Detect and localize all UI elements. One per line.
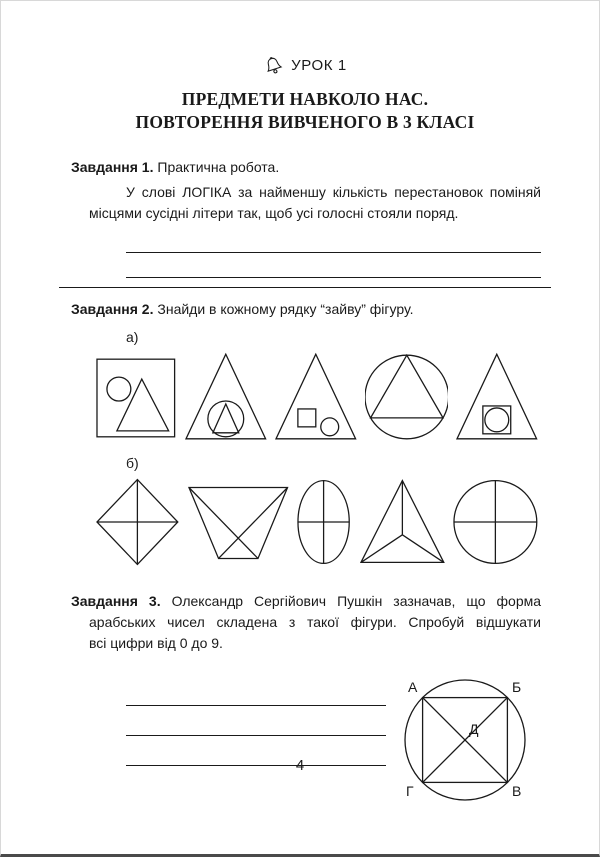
lesson-label: УРОК 1 — [291, 57, 347, 74]
figures-row-b — [95, 477, 539, 567]
figure-triangle-with-center-lines — [359, 477, 446, 567]
bell-icon — [263, 55, 284, 76]
task-2-text: Знайди в кожному рядку “зайву” фігуру. — [157, 301, 414, 317]
task-2-label: Завдання 2. — [71, 301, 154, 317]
figure-triangle-with-square-circle — [455, 351, 539, 443]
vertex-label-g: Г — [406, 783, 414, 799]
task-1-text — [89, 182, 541, 224]
row-a-label: а) — [126, 329, 139, 345]
figure-circle-with-inscribed-triangle — [365, 351, 449, 443]
task-1-heading: Практична робота. — [157, 159, 280, 175]
figures-row-a — [95, 351, 539, 443]
task-3-bottom — [71, 660, 539, 808]
task-1-answer-lines — [126, 228, 539, 278]
task-3-label: Завдання 3. — [71, 593, 161, 609]
answer-line — [126, 706, 386, 736]
figure-circle-with-cross — [452, 478, 539, 566]
vertex-label-a: А — [408, 679, 418, 695]
answer-line — [126, 228, 541, 253]
task-3-text-line-1 — [71, 591, 541, 612]
task-3-text-line-2: арабських чисел складена з такої фігури. Спробуй відшукати — [89, 614, 541, 630]
figure-triangle-with-square-and-circle — [274, 351, 358, 443]
lesson-header — [71, 55, 539, 76]
task-3-text-line-3: всі цифри від 0 до 9. — [89, 635, 223, 651]
section-divider — [59, 287, 551, 288]
task-1-text-line-2: місцями сусідні літери так, щоб усі голосні стояли поряд. — [89, 205, 459, 221]
vertex-label-v: В — [512, 783, 522, 799]
page-title — [71, 88, 539, 134]
answer-line — [126, 253, 541, 278]
figure-trapezoid-with-diagonals — [187, 481, 290, 563]
task-2 — [71, 299, 539, 567]
figure-square-with-circle-and-triangle — [95, 353, 177, 441]
answer-line — [126, 676, 386, 706]
center-label-d: Д — [469, 721, 479, 737]
figure-circle-inscribed-square-diagonals — [389, 660, 539, 808]
vertex-label-b: Б — [512, 679, 522, 695]
task-1-label: Завдання 1. — [71, 159, 154, 175]
task-1-text-line-1: У слові ЛОГІКА за найменшу кількість перестановок поміняй — [126, 184, 541, 200]
task-2-head — [71, 299, 539, 320]
task-3-text-line-1-body: Олександр Сергійович Пушкін зазначав, що форма — [171, 593, 542, 609]
figure-triangle-with-circle-triangle — [184, 351, 268, 443]
task-3-text — [71, 591, 542, 654]
title-line-2: ПОВТОРЕННЯ ВИВЧЕНОГО В 3 КЛАСІ — [135, 112, 475, 132]
task-1 — [71, 157, 539, 278]
figure-rhombus-with-diagonals — [95, 477, 180, 567]
task-1-head — [71, 157, 539, 178]
page-number: 4 — [295, 757, 305, 774]
row-b-label: б) — [126, 455, 139, 471]
task-3-answer-lines — [71, 660, 389, 766]
title-line-1: ПРЕДМЕТИ НАВКОЛО НАС. — [181, 89, 429, 109]
figure-ellipse-with-cross — [296, 478, 351, 566]
